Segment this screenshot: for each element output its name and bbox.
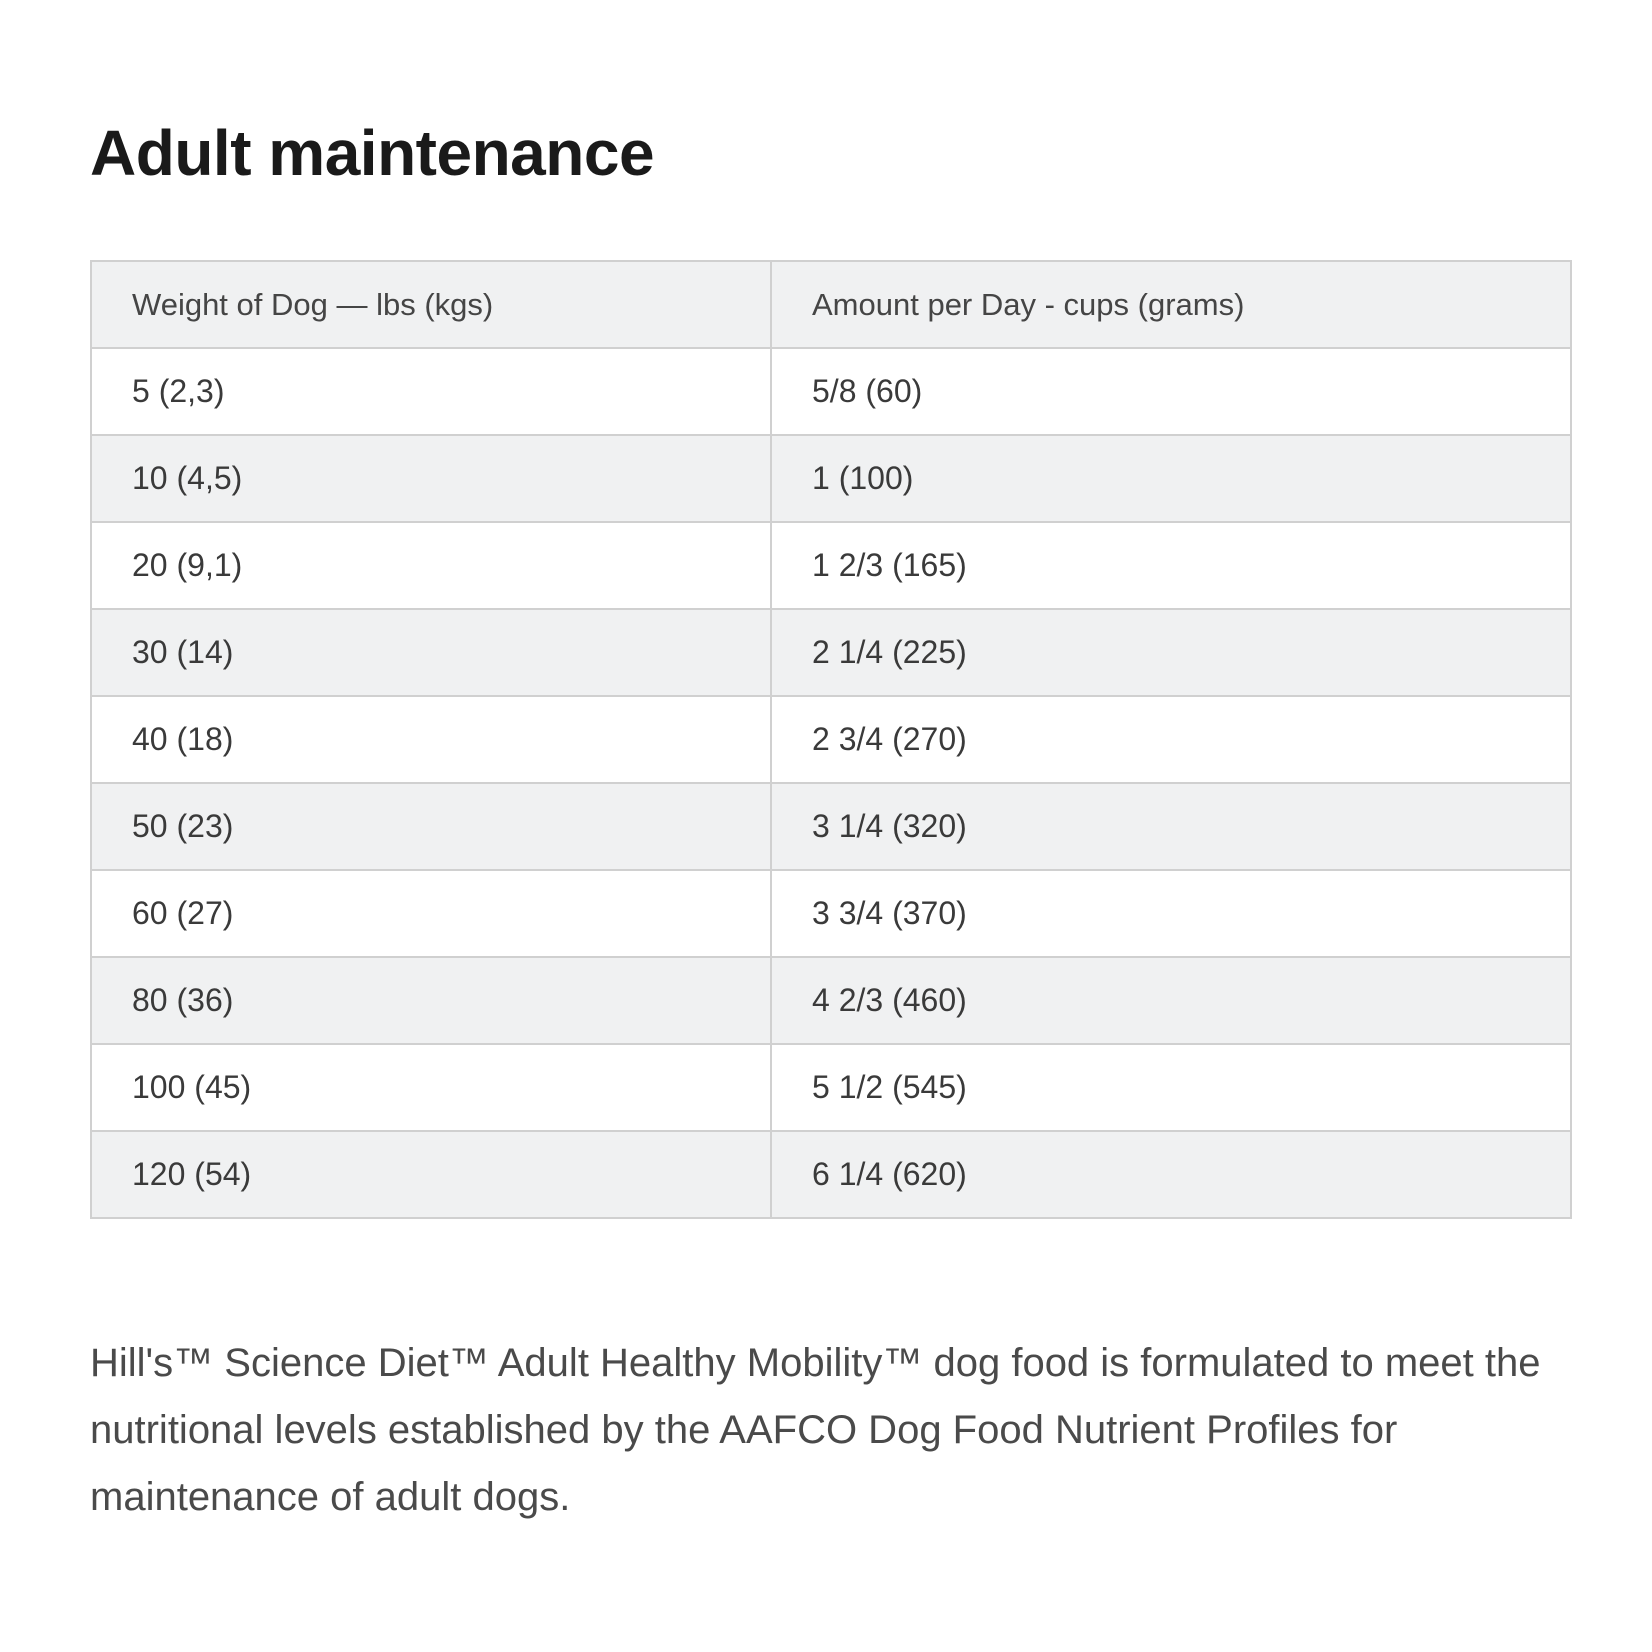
table-header-row <box>91 261 1571 348</box>
weight-cell: 60 (27) <box>91 870 771 957</box>
amount-cell: 5/8 (60) <box>771 348 1571 435</box>
weight-cell: 30 (14) <box>91 609 771 696</box>
table-row <box>91 957 1571 1044</box>
weight-cell: 10 (4,5) <box>91 435 771 522</box>
weight-cell: 40 (18) <box>91 696 771 783</box>
amount-cell: 3 1/4 (320) <box>771 783 1571 870</box>
amount-cell: 2 3/4 (270) <box>771 696 1571 783</box>
table-row <box>91 1044 1571 1131</box>
amount-cell: 3 3/4 (370) <box>771 870 1571 957</box>
weight-cell: 80 (36) <box>91 957 771 1044</box>
table-row <box>91 348 1571 435</box>
header-amount: Amount per Day - cups (grams) <box>771 261 1571 348</box>
section-title: Adult maintenance <box>90 117 655 189</box>
table-row <box>91 696 1571 783</box>
feeding-guide-section <box>90 110 1570 1519</box>
table-row <box>91 435 1571 522</box>
amount-cell: 4 2/3 (460) <box>771 957 1571 1044</box>
weight-cell: 50 (23) <box>91 783 771 870</box>
weight-cell: 100 (45) <box>91 1044 771 1131</box>
aafco-statement: Hill's™ Science Diet™ Adult Healthy Mobility™ dog food is formulated to meet the nutritional levels established by the AAFCO Dog Food Nutrient Profiles for maintenance of adult dogs. <box>90 1341 1541 1519</box>
table-row <box>91 870 1571 957</box>
table-row <box>91 1131 1571 1218</box>
table-row <box>91 522 1571 609</box>
amount-cell: 6 1/4 (620) <box>771 1131 1571 1218</box>
amount-cell: 5 1/2 (545) <box>771 1044 1571 1131</box>
table-row <box>91 783 1571 870</box>
table-row <box>91 609 1571 696</box>
weight-cell: 5 (2,3) <box>91 348 771 435</box>
header-weight: Weight of Dog — lbs (kgs) <box>91 261 771 348</box>
amount-cell: 1 2/3 (165) <box>771 522 1571 609</box>
feeding-table <box>90 260 1572 1219</box>
amount-cell: 2 1/4 (225) <box>771 609 1571 696</box>
weight-cell: 120 (54) <box>91 1131 771 1218</box>
amount-cell: 1 (100) <box>771 435 1571 522</box>
weight-cell: 20 (9,1) <box>91 522 771 609</box>
